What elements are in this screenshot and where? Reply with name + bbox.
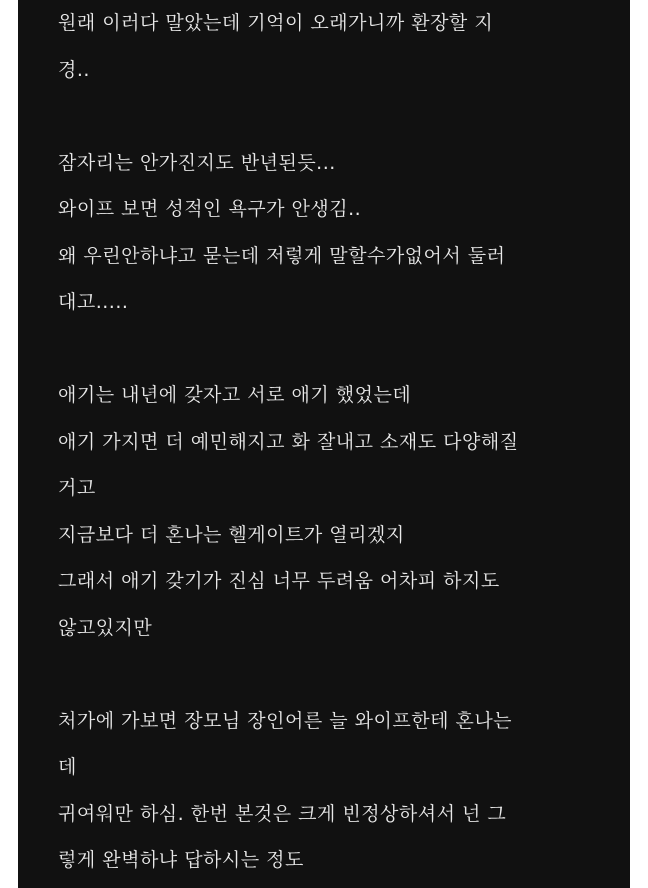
text-line: 그래서 애기 갖기가 진심 너무 두려움 어차피 하지도 <box>58 570 500 592</box>
blank-line <box>58 93 618 140</box>
text-line: 데 <box>58 756 77 778</box>
text-line: 와이프 보면 성적인 욕구가 안생김.. <box>58 198 362 220</box>
text-line: 렇게 완벽하냐 답하시는 정도 <box>58 849 304 871</box>
text-line: 지금보다 더 혼나는 헬게이트가 열리겠지 <box>58 523 405 546</box>
dark-text-panel <box>18 0 630 888</box>
text-line: 경.. <box>58 58 90 81</box>
text-line: 원래 이러다 말았는데 기억이 오래가니까 환장할 지 <box>58 12 494 34</box>
text-line: 대고..... <box>58 291 129 313</box>
text-line: 처가에 가보면 장모님 장인어른 늘 와이프한테 혼나는 <box>58 709 513 732</box>
blank-line <box>58 326 618 373</box>
text-line: 애기는 내년에 갖자고 서로 애기 했었는데 <box>58 384 412 406</box>
text-line: 애기 가지면 더 예민해지고 화 잘내고 소재도 다양해질 <box>58 430 519 453</box>
text-line: 거고 <box>58 477 96 499</box>
text-line: 않고있지만 <box>58 616 153 639</box>
blank-line <box>58 651 618 698</box>
text-line: 귀여워만 하심. 한번 본것은 크게 빈정상하셔서 넌 그 <box>58 802 507 825</box>
post-body <box>58 0 618 884</box>
text-line: 잠자리는 안가진지도 반년된듯... <box>58 151 336 174</box>
text-line: 왜 우린안하냐고 묻는데 저렇게 말할수가없어서 둘러 <box>58 244 506 267</box>
